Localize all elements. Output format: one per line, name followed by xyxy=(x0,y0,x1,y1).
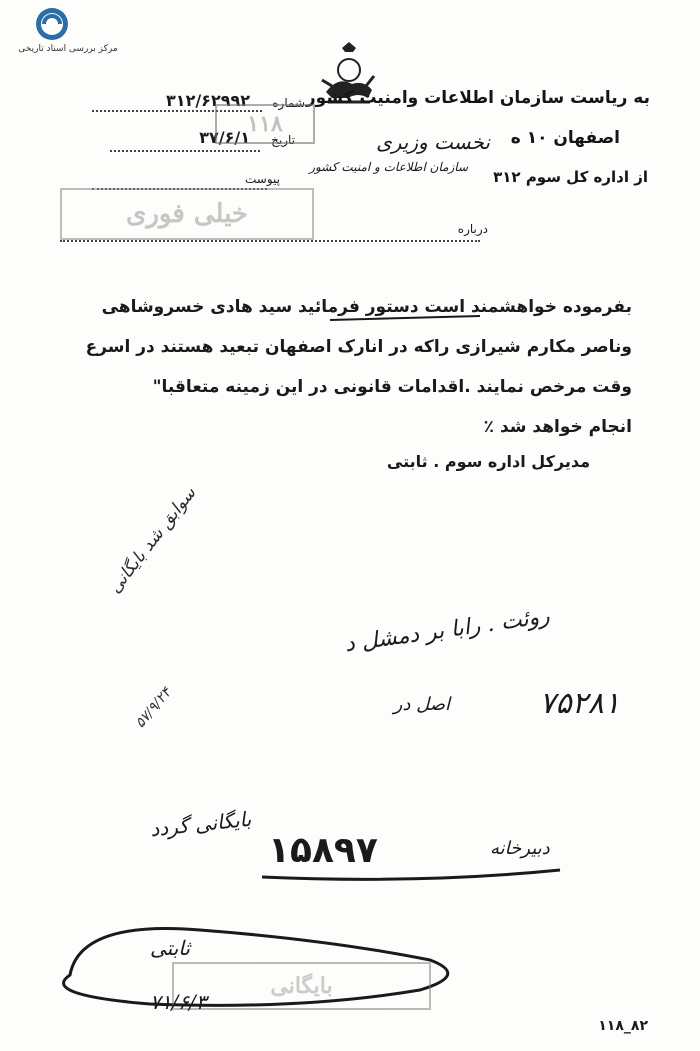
handwritten-registration-left: بایگانی گردد xyxy=(149,806,253,842)
bottom-signature: ثابتی xyxy=(150,936,190,960)
handwritten-note-right-prefix: اصل در xyxy=(393,694,450,715)
handwritten-note-right-1: روئت . رابا بر دمشل د xyxy=(342,603,551,658)
sender-line: از اداره کل سوم ۳۱۲ xyxy=(493,168,648,186)
recipient-line: به ریاست سازمان اطلاعات وامنیت کشور xyxy=(305,88,650,108)
handwritten-subheading: سازمان اطلاعات و امنیت کشور xyxy=(309,160,468,174)
signatory: مدیرکل اداره سوم . ثابتی xyxy=(386,452,590,471)
body-line-3: وقت مرخص نمایند .اقدامات قانونی در این زمینه متعاقبا" xyxy=(152,377,632,397)
registration-number: ۱۵۸۹۷ xyxy=(268,830,378,871)
handwritten-heading: نخست وزیری xyxy=(376,130,490,154)
urgency-stamp: خیلی فوری xyxy=(60,188,314,240)
handwritten-note-left-2: ۵۷/۹/۲۴ xyxy=(132,684,175,732)
body-line-2: وناصر مکارم شیرازی راکه در انارک اصفهان تبعید هستند در اسرع xyxy=(85,337,632,357)
document-code: ۱۱۸_۸۲ xyxy=(598,1018,648,1034)
handwritten-note-left-1: سوابق شد بایگانی xyxy=(105,483,201,598)
name-underline xyxy=(330,316,480,320)
subject-label: درباره xyxy=(457,222,488,236)
bottom-date: ۷۱/۶/۳ xyxy=(150,990,207,1014)
body-line-1: بفرموده خواهشمند است دستور فرمائید سید هادی خسروشاهی xyxy=(101,297,632,317)
body-line-4: انجام خواهد شد ٪ xyxy=(483,417,632,437)
handwritten-registration-right: دبیرخانه xyxy=(490,838,550,859)
number-value: ۳۱۲/۶۲۹۹۲ xyxy=(166,91,250,110)
handwritten-note-right-number: ۷۵۲۸۱ xyxy=(539,686,620,721)
number-label: شماره xyxy=(272,96,305,110)
registration-underline xyxy=(262,870,560,879)
date-value: ۳۷/۶/۱ xyxy=(199,128,250,147)
archive-caption: مرکز بررسی اسناد تاریخی xyxy=(18,44,118,54)
city-line: اصفهان ۱۰ ه xyxy=(510,128,620,148)
number-stamp: ۱۱۸ xyxy=(215,104,315,144)
archive-stamp: بایگانی xyxy=(172,962,431,1010)
date-label: تاریخ xyxy=(271,133,295,147)
attachment-label: پیوست xyxy=(245,172,280,186)
